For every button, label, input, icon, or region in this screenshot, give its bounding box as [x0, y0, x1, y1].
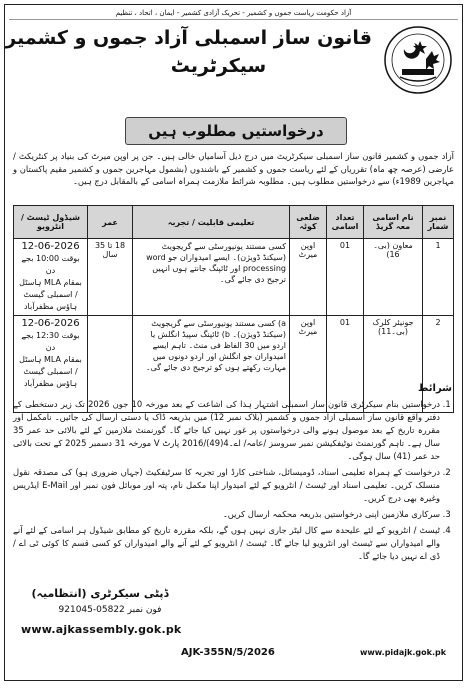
term-item: 1. درخواستیں بنام سیکرٹری قانون ساز اسمبلی اشتہار ہذا کی اشاعت کے بعد مورخہ 10 جون 2026 تک زیر دستخطی کے دفتر واقع قانون ساز اسمبلی آزاد جموں و کشمیر (بلاک نمبر 12) میں بذریعہ ڈاک یا دستی ارسال کی جائیں۔ نامکمل اور مقررہ تاریخ کے بعد موصول ہونے والی درخواستوں پر غور نہیں کیا جائے گا۔ گورنمنٹ ملازمین کے لئے بالائی حد عمر 35 سال ہے۔ تاہم گورنمنٹ نوٹیفکیشن نمبر سروسز /عامہ/ اے۔4(49)/2016 پارٹ V مورخہ 31 دسمبر 2025 کے تحت بالائی حد عمر (41) سال ہوگی۔ [13, 398, 440, 463]
header-count: تعداد اسامی [327, 206, 364, 239]
table-header-row [14, 206, 454, 239]
assembly-logo-icon [382, 25, 454, 95]
term-item: 3. سرکاری ملازمین اپنی درخواستیں بذریعہ محکمہ ارسال کریں۔ [13, 508, 440, 521]
header-schedule: شیڈول ٹیسٹ / انٹرویو [14, 206, 88, 239]
header-quota: ضلعی کوٹہ [290, 206, 327, 239]
term-item: 4. ٹیسٹ / انٹرویو کے لئے علیحدہ سے کال لیٹر جاری نہیں ہوں گے، بلکہ مقررہ تاریخ کو مطابق شیڈول ہر اسامی کے لئے آنے والے امیدواران سے ٹیسٹ اور انٹرویو لیا جائے گا۔ ٹیسٹ / انٹرویو کے لئے آنے والے امیدواران کو کسی قسم کا کوئی ٹی اے / ڈی اے نہیں دیا جائے گا۔ [13, 524, 440, 563]
header-serial: نمبر شمار [423, 206, 454, 239]
row-quota: اوپن میرٹ [290, 239, 327, 316]
schedule-date: 12-06-2026 [21, 241, 80, 252]
header-age: عمر [88, 206, 133, 239]
intro-text: آزاد جموں و کشمیر قانون ساز اسمبلی سیکرٹریٹ میں درج ذیل آسامیاں خالی ہیں۔ جن پر اوپن میرٹ کی بنیاد پر کنٹریکٹ / عارضی (عرصہ چھ ماہ) تقرریاں کے لئے ریاست جموں و کشمیر کے باشندوں (بشمول مہاجرین جموں و کشمیر مقیم پاکستان و مہاجرین 1989ء) سے درخواستیں مطلوب ہیں۔ مطلوبہ شرائط ملازمت ہمراہ اسامی کے بالمقابل درج ہیں۔ [13, 151, 454, 186]
schedule-time: بوقت 12:30 بجے دن [21, 331, 80, 352]
row-serial: 2 [423, 316, 454, 413]
row-qualification: a) کسی مستند یونیورسٹی سے گریجویٹ (سیکنڈ ڈویژن)۔ b) ٹائپنگ سپیڈ انگلش یا اردو میں 30 الفاظ فی منٹ۔ تاہم ایسے امیدواران جو انگلش اور اردو دونوں میں مہارت رکھتے ہوں کو ترجیح دی جائے گی۔ [133, 316, 290, 413]
phone-number: فون نمبر 05822-921045 [58, 605, 162, 615]
header-qualification: تعلیمی قابلیت / تجربہ [133, 206, 290, 239]
row-age: 18 تا 35 سال [88, 239, 133, 316]
secretariat-title: سیکرٹریٹ [170, 55, 267, 77]
header-post: نام اسامی معہ گریڈ [364, 206, 423, 239]
table-row [14, 239, 454, 316]
row-schedule [14, 239, 88, 316]
row-quota: اوپن میرٹ [290, 316, 327, 413]
pid-website-link[interactable]: www.pidajk.gok.pk [360, 648, 447, 657]
row-post: معاون (بی۔16) [364, 239, 423, 316]
signatory: ڈپٹی سیکرٹری (انتظامیہ) [31, 587, 169, 600]
terms-heading: شرائط [418, 383, 452, 394]
row-count: 01 [327, 316, 364, 413]
schedule-date: 12-06-2026 [21, 318, 80, 329]
row-post: جونیئر کلرک (بی۔11) [364, 316, 423, 413]
schedule-venue: بمقام MLA ہاسٹل / اسمبلی گیسٹ ہاؤس مظفرآباد [19, 355, 82, 388]
reference-number: AJK-355N/5/2026 [181, 647, 275, 658]
row-count: 01 [327, 239, 364, 316]
applications-wanted-banner: درخواستیں مطلوب ہیں [125, 117, 347, 145]
intro-paragraph [13, 150, 454, 188]
assembly-title: قانون ساز اسمبلی آزاد جموں و کشمیر [5, 27, 372, 49]
advertisement-page [4, 4, 463, 681]
terms-list [13, 398, 454, 566]
top-strip: آزاد حکومت ریاست جموں و کشمیر - تحریک آزادی کشمیر - ایمان ، اتحاد ، تنظیم [9, 7, 458, 20]
schedule-time: بوقت 10:00 بجے دن [21, 254, 80, 275]
schedule-venue: بمقام MLA ہاسٹل / اسمبلی گیسٹ ہاؤس مظفرآباد [19, 278, 82, 311]
row-serial: 1 [423, 239, 454, 316]
term-item: 2. درخواست کے ہمراہ تعلیمی اسناد، ڈومیسائل، شناختی کارڈ اور تجربہ کا سرٹیفکیٹ (جہاں ضروری ہو) کی مصدقہ نقول منسلک کریں۔ تعلیمی اسناد اور ٹیسٹ / انٹرویو کے لئے امیدوار اپنا مکمل نام، پتہ اور موبائل فون نمبر اور E-Mail ایڈریس وغیرہ بھی درج کریں۔ [13, 466, 440, 505]
assembly-website-link[interactable]: www.ajkassembly.gok.pk [21, 623, 182, 636]
vacancies-table [13, 205, 454, 413]
row-qualification: کسی مستند یونیورسٹی سے گریجویٹ (سیکنڈ ڈویژن)۔ ایسے امیدواران جو word processing اور ٹائپنگ جانتے ہوں انہیں ترجیح دی جائے گی۔ [133, 239, 290, 316]
